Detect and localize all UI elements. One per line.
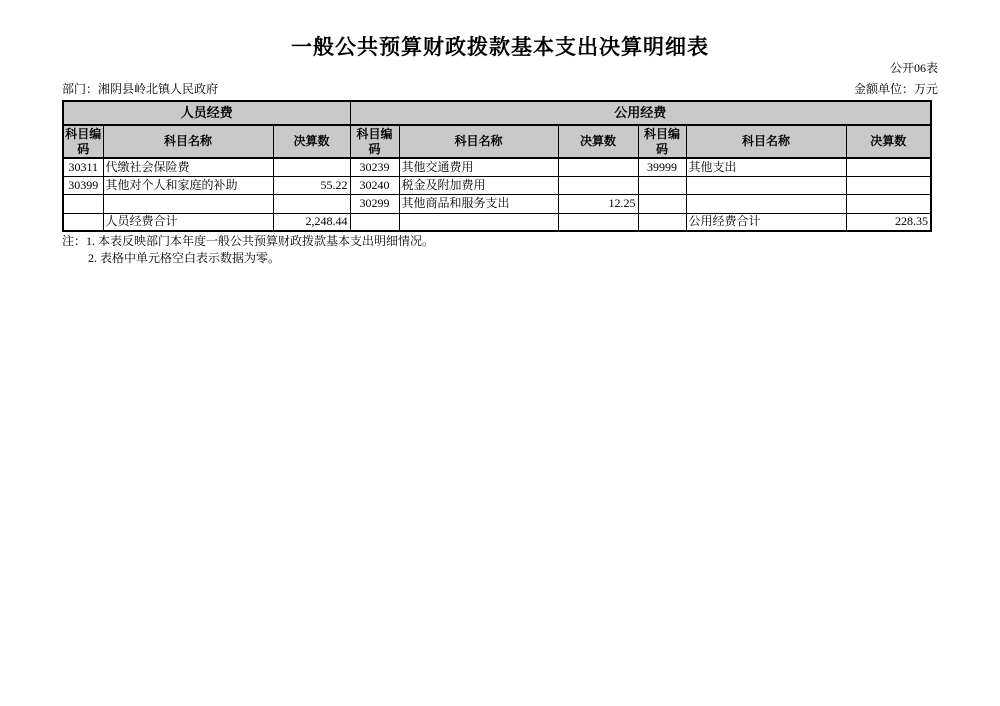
col-header-name: 科目名称 <box>399 125 558 158</box>
cell-code <box>638 213 686 231</box>
note-text-2: 2. 表格中单元格空白表示数据为零。 <box>88 251 281 265</box>
cell-public-total-value: 228.35 <box>846 213 931 231</box>
totals-row <box>63 213 931 231</box>
table-row <box>63 158 931 176</box>
col-header-code: 科目编码 <box>350 125 399 158</box>
table-code-label: 公开06表 <box>889 61 938 75</box>
group-header-public: 公用经费 <box>350 101 931 125</box>
cell-name <box>686 194 846 213</box>
cell-code: 30399 <box>63 176 103 194</box>
cell-amount <box>273 158 350 176</box>
col-header-amount: 决算数 <box>273 125 350 158</box>
note-text-1: 1. 本表反映部门本年度一般公共预算财政拨款基本支出明细情况。 <box>86 234 435 248</box>
cell-amount <box>846 158 931 176</box>
cell-code: 30299 <box>350 194 399 213</box>
cell-amount: 12.25 <box>558 194 638 213</box>
table-row <box>63 194 931 213</box>
cell-amount <box>558 158 638 176</box>
notes <box>62 233 434 267</box>
cell-amount <box>558 213 638 231</box>
cell-name <box>686 176 846 194</box>
cell-code: 30239 <box>350 158 399 176</box>
expenditure-table <box>62 100 932 232</box>
cell-name <box>399 213 558 231</box>
cell-code: 30311 <box>63 158 103 176</box>
cell-name <box>103 194 273 213</box>
column-header-row <box>63 125 931 158</box>
unit-label: 金额单位：万元 <box>853 82 938 96</box>
group-header-row <box>63 101 931 125</box>
cell-personnel-total-label: 人员经费合计 <box>103 213 273 231</box>
cell-amount <box>846 194 931 213</box>
note-line-2 <box>88 250 434 267</box>
table-row <box>63 176 931 194</box>
cell-name: 其他支出 <box>686 158 846 176</box>
cell-public-total-label: 公用经费合计 <box>686 213 846 231</box>
col-header-name: 科目名称 <box>686 125 846 158</box>
col-header-code: 科目编码 <box>638 125 686 158</box>
cell-name: 其他商品和服务支出 <box>399 194 558 213</box>
cell-code <box>638 194 686 213</box>
col-header-code: 科目编码 <box>63 125 103 158</box>
note-label: 注： <box>62 234 87 248</box>
cell-personnel-total-value: 2,248.44 <box>273 213 350 231</box>
cell-amount <box>846 176 931 194</box>
meta-row <box>62 80 938 97</box>
cell-amount <box>273 194 350 213</box>
department-label: 部门：湘阴县岭北镇人民政府 <box>62 82 219 96</box>
cell-name: 税金及附加费用 <box>399 176 558 194</box>
cell-name: 代缴社会保险费 <box>103 158 273 176</box>
cell-name: 其他交通费用 <box>399 158 558 176</box>
cell-code <box>638 176 686 194</box>
col-header-name: 科目名称 <box>103 125 273 158</box>
note-line-1 <box>62 233 434 250</box>
group-header-personnel: 人员经费 <box>63 101 350 125</box>
cell-amount <box>558 176 638 194</box>
cell-code: 39999 <box>638 158 686 176</box>
cell-code: 30240 <box>350 176 399 194</box>
col-header-amount: 决算数 <box>558 125 638 158</box>
page-title: 一般公共预算财政拨款基本支出决算明细表 <box>291 35 709 59</box>
cell-code <box>63 194 103 213</box>
cell-code <box>63 213 103 231</box>
cell-amount: 55.22 <box>273 176 350 194</box>
cell-code <box>350 213 399 231</box>
col-header-amount: 决算数 <box>846 125 931 158</box>
cell-name: 其他对个人和家庭的补助 <box>103 176 273 194</box>
